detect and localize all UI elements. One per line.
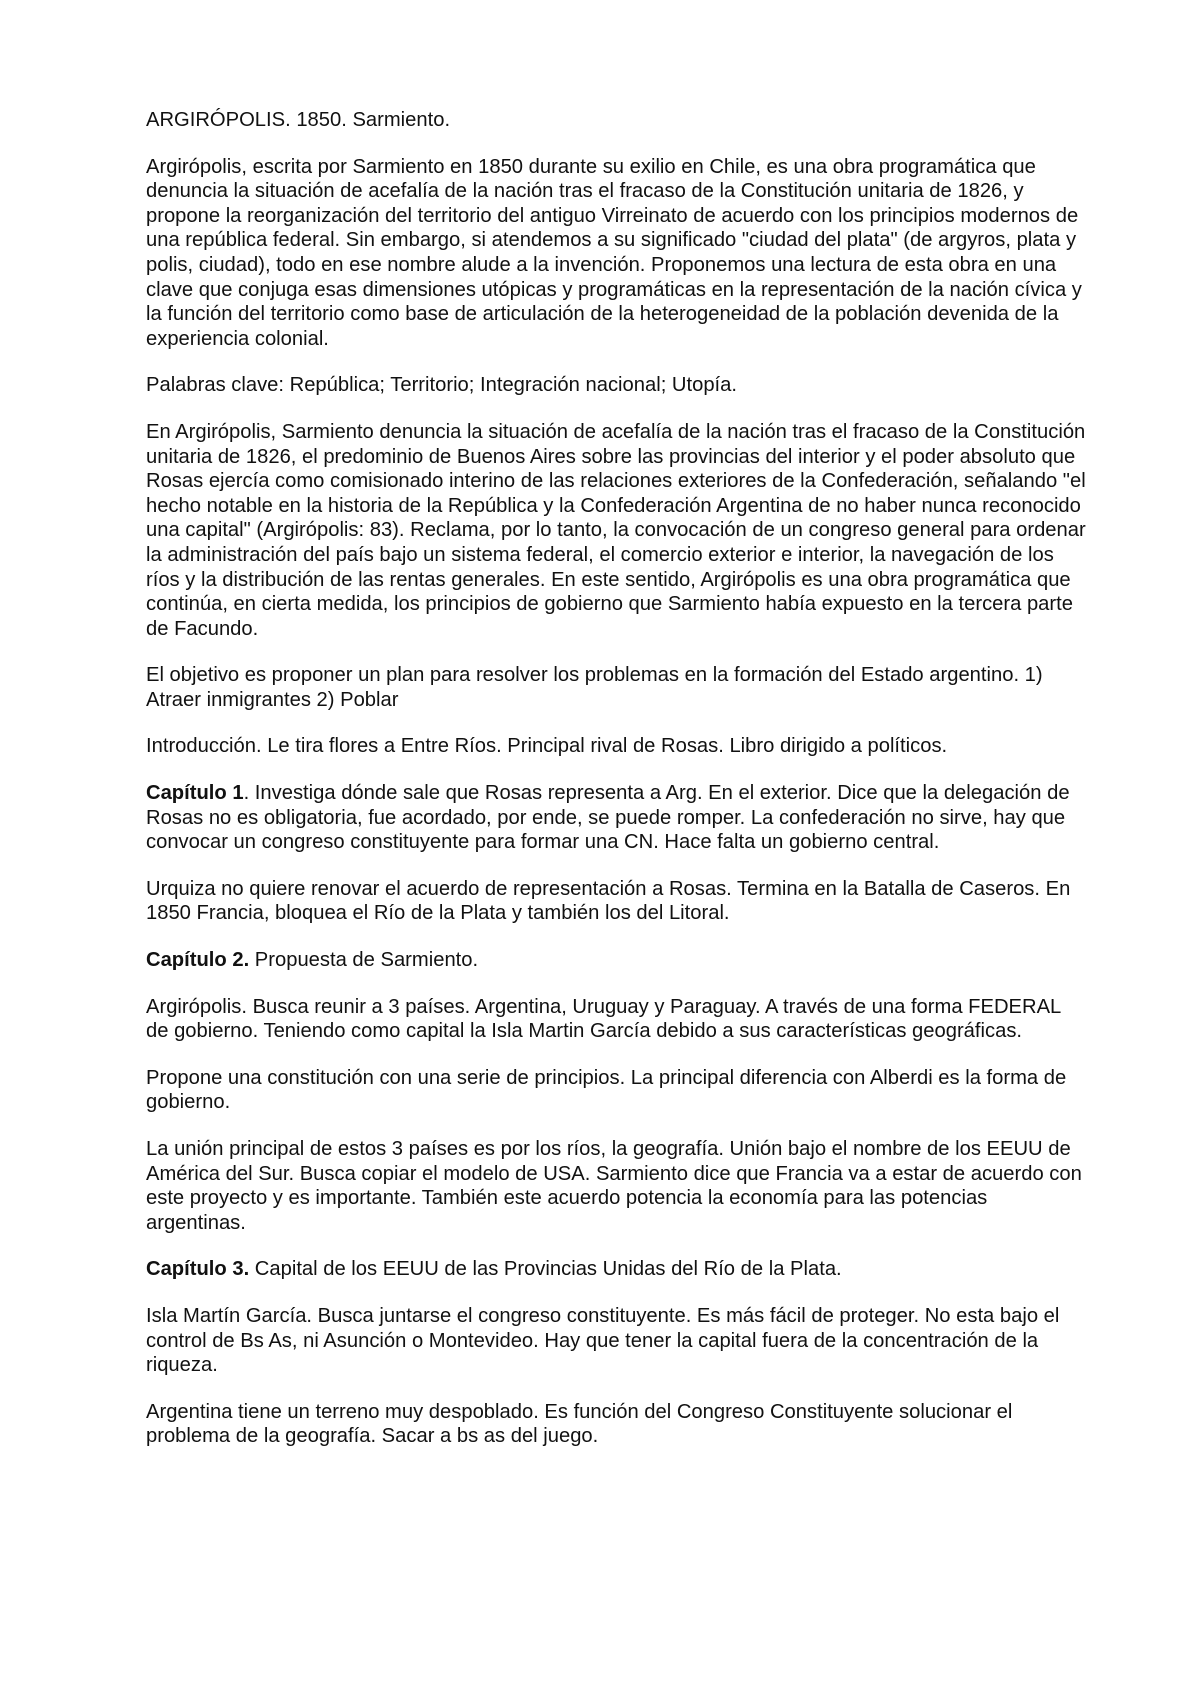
paragraph [146, 373, 1086, 398]
paragraph [146, 1400, 1086, 1449]
paragraph [146, 663, 1086, 712]
paragraph-text: Propone una constitución con una serie de principios. La principal diferencia con Alberdi es la forma de gobierno. [146, 1066, 1067, 1114]
paragraph-text: Propuesta de Sarmiento. [249, 949, 479, 972]
paragraph-text: El objetivo es proponer un plan para resolver los problemas en la formación del Estado argentino. 1) Atraer inmigrantes 2) Poblar [146, 664, 1043, 711]
paragraph [146, 420, 1086, 641]
paragraph-text: Introducción. Le tira flores a Entre Ríos. Principal rival de Rosas. Libro dirigido a políticos. [146, 735, 948, 758]
paragraph-text: . Investiga dónde sale que Rosas representa a Arg. En el exterior. Dice que la delegación de Rosas no es obligatoria, fue acordado, por ende, se puede romper. La confederación no sirve, hay que convocar un congreso constituyente para formar una CN. Hace falta un gobierno central. [146, 782, 1070, 854]
paragraph-text: Capital de los EEUU de las Provincias Unidas del Río de la Plata. [249, 1258, 842, 1281]
paragraph [146, 995, 1086, 1044]
paragraph [146, 1257, 1086, 1282]
paragraph-text: Urquiza no quiere renovar el acuerdo de representación a Rosas. Termina en la Batalla de Caseros. En 1850 Francia, bloquea el Río de la Plata y también los del Litoral. [146, 877, 1071, 925]
chapter-heading: Capítulo 3. [146, 1258, 250, 1281]
paragraph-text: La unión principal de estos 3 países es por los ríos, la geografía. Unión bajo el nombre de los EEUU de América del Sur. Busca copiar el modelo de USA. Sarmiento dice que Francia va a estar de acuerdo con este proyecto y es importante. También este acuerdo potencia la economía para las potencias argentinas. [146, 1138, 1082, 1234]
paragraph-text: Argirópolis. Busca reunir a 3 países. Argentina, Uruguay y Paraguay. A través de una forma FEDERAL de gobierno. Teniendo como capital la Isla Martin García debido a sus características geográficas. [146, 995, 1061, 1043]
chapter-heading: Capítulo 1 [146, 782, 244, 805]
paragraph-text: En Argirópolis, Sarmiento denuncia la situación de acefalía de la nación tras el fracaso de la Constitución unitaria de 1826, el predominio de Buenos Aires sobre las provincias del interior y el poder absoluto que Rosas ejercía como comisionado interino de las relaciones exteriores de la Confederación, señalando "el hecho notable en la historia de la República y la Confederación Argentina de no haber nunca reconocido una capital" (Argirópolis: 83). Reclama, por lo tanto, la convocación de un congreso general para ordenar la administración del país bajo un sistema federal, el comercio exterior e interior, la navegación de los ríos y la distribución de las rentas generales. En este sentido, Argirópolis es una obra programática que continúa, en cierta medida, los principios de gobierno que Sarmiento había expuesto en la tercera parte de Facundo. [146, 420, 1086, 640]
paragraph [146, 155, 1086, 352]
paragraph [146, 781, 1086, 855]
document-page [146, 108, 1086, 1471]
paragraph-text: Argentina tiene un terreno muy despoblado. Es función del Congreso Constituyente solucionar el problema de la geografía. Sacar a bs as del juego. [146, 1400, 1013, 1448]
document-title: ARGIRÓPOLIS. 1850. Sarmiento. [146, 109, 451, 131]
paragraph-text: Isla Martín García. Busca juntarse el congreso constituyente. Es más fácil de proteger. No esta bajo el control de Bs As, ni Asunción o Montevideo. Hay que tener la capital fuera de la concentración de la riqueza. [146, 1304, 1060, 1377]
paragraph-text: Palabras clave: República; Territorio; Integración nacional; Utopía. [146, 374, 737, 397]
paragraph [146, 1304, 1086, 1378]
document-body [146, 155, 1086, 1449]
paragraph [146, 734, 1086, 759]
paragraph [146, 1066, 1086, 1115]
paragraph [146, 948, 1086, 973]
paragraph-text: Argirópolis, escrita por Sarmiento en 1850 durante su exilio en Chile, es una obra programática que denuncia la situación de acefalía de la nación tras el fracaso de la Constitución unitaria de 1826, y propone la reorganización del territorio del antiguo Virreinato de acuerdo con los principios modernos de una república federal. Sin embargo, si atendemos a su significado "ciudad del plata" (de argyros, plata y polis, ciudad), todo en ese nombre alude a la invención. Proponemos una lectura de esta obra en una clave que conjuga esas dimensiones utópicas y programáticas en la representación de la nación cívica y la función del territorio como base de articulación de la heterogeneidad de la población devenida de la experiencia colonial. [146, 155, 1082, 350]
paragraph [146, 1137, 1086, 1235]
chapter-heading: Capítulo 2. [146, 949, 250, 972]
paragraph [146, 877, 1086, 926]
